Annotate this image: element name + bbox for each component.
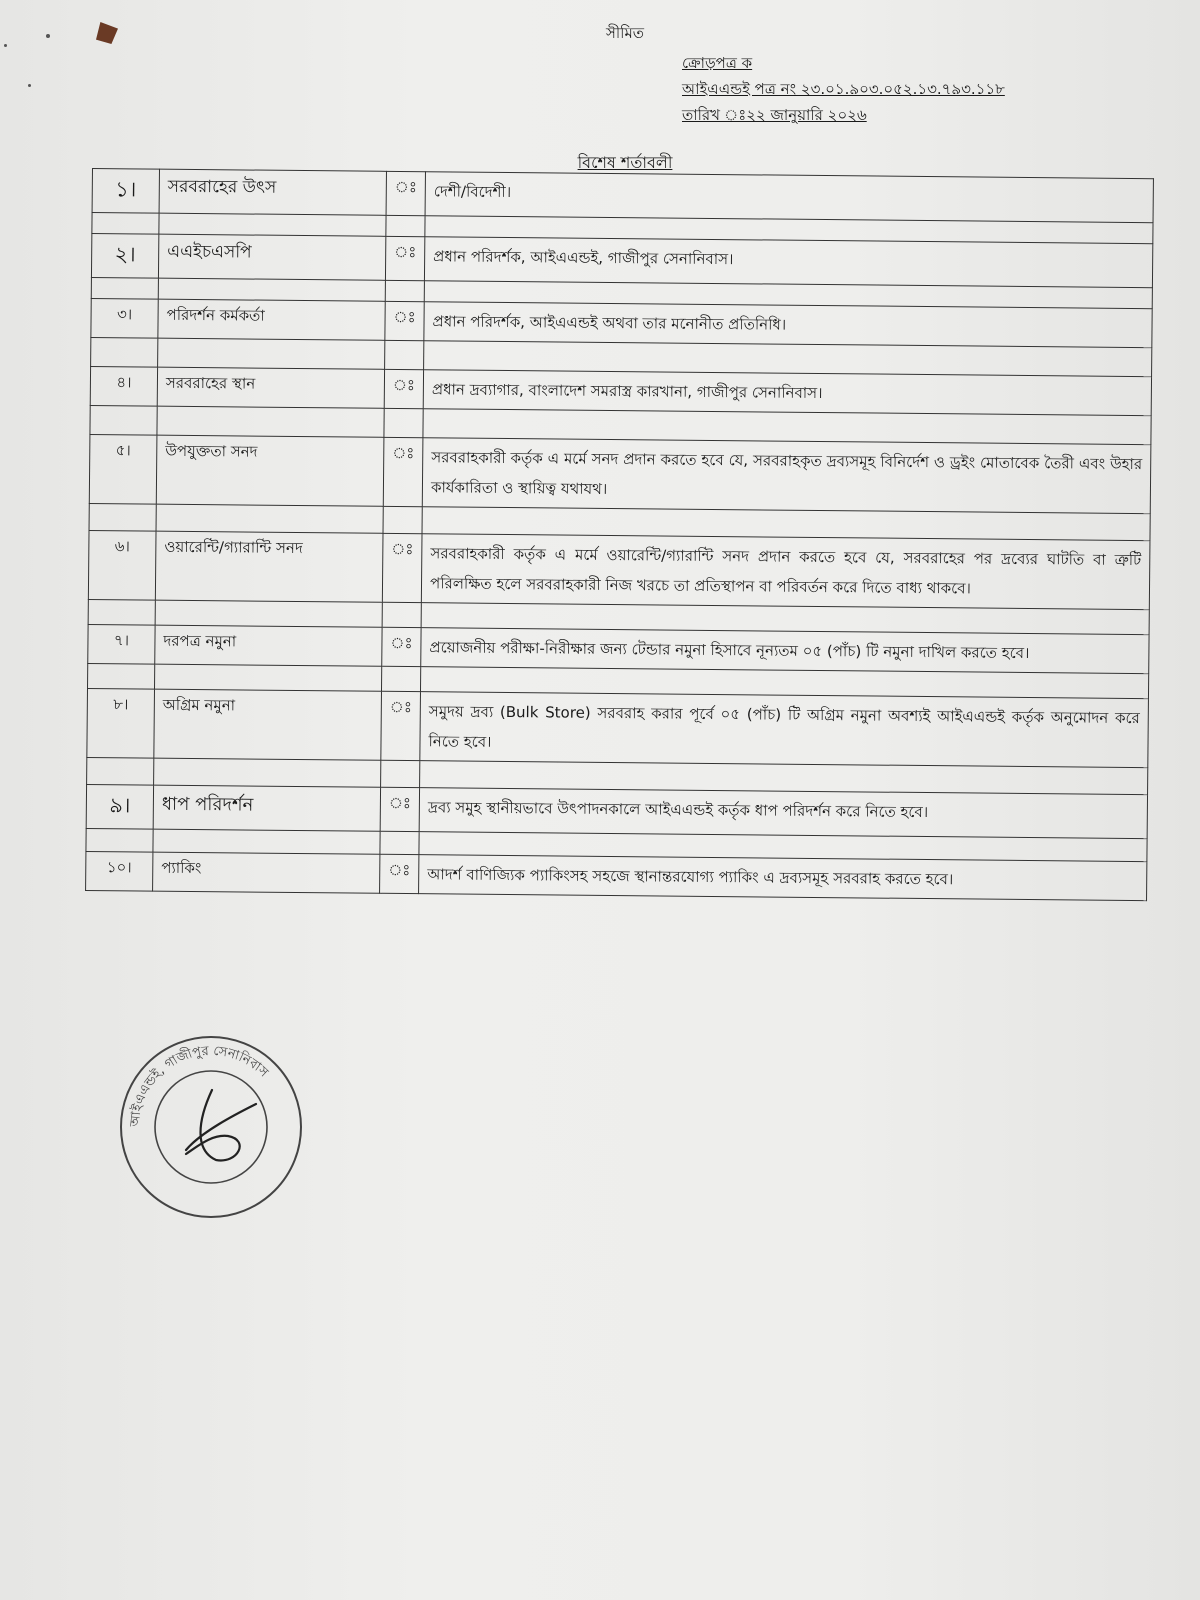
term-number: ৪। xyxy=(90,366,157,406)
term-label: ধাপ পরিদর্শন xyxy=(153,785,380,831)
term-number: ১। xyxy=(92,169,159,214)
special-terms-table xyxy=(85,168,1154,901)
term-number: ১০। xyxy=(86,851,153,891)
paper-mark xyxy=(28,84,31,87)
term-number: ৯। xyxy=(86,784,153,829)
term-number: ৩। xyxy=(91,298,158,338)
letter-date: তারিখ ঃ২২ জানুয়ারি ২০২৬ xyxy=(682,106,867,124)
term-colon: ঃ xyxy=(383,437,423,506)
term-colon: ঃ xyxy=(382,533,422,602)
table-row xyxy=(89,434,1151,513)
page-title: বিশেষ শর্তাবলী xyxy=(577,153,673,172)
term-label: সরবরাহের স্থান xyxy=(157,367,384,408)
term-colon: ঃ xyxy=(386,171,425,215)
letter-header xyxy=(682,50,1005,128)
term-content: প্রধান দ্রব্যাগার, বাংলাদেশ সমরাস্ত্র কারখানা, গাজীপুর সেনানিবাস। xyxy=(423,370,1151,416)
term-label: এএইচএসপি xyxy=(158,234,385,280)
term-number: ৫। xyxy=(89,434,157,504)
annex-label: ক্রোড়পত্র ক xyxy=(682,54,753,72)
term-label: অগ্রিম নমুনা xyxy=(154,689,382,760)
official-seal-stamp xyxy=(116,1032,306,1222)
letter-number: আইএএন্ডই পত্র নং ২৩.০১.৯০৩.০৫২.১৩.৭৯৩.১১৮ xyxy=(682,80,1005,98)
term-content: প্রয়োজনীয় পরীক্ষা-নিরীক্ষার জন্য টেন্ডার নমুনা হিসাবে নূন্যতম ০৫ (পাঁচ) টি নমুনা দাখিল করতে হবে। xyxy=(421,628,1149,674)
term-label: প্যাকিং xyxy=(153,852,380,893)
term-label: উপযুক্ততা সনদ xyxy=(156,435,384,506)
term-number: ৭। xyxy=(88,624,155,664)
term-label: ওয়ারেন্টি/গ্যারান্টি সনদ xyxy=(155,531,383,602)
signature-mark xyxy=(186,1090,256,1160)
term-label: দরপত্র নমুনা xyxy=(155,625,382,666)
term-colon: ঃ xyxy=(385,236,424,280)
term-number: ২। xyxy=(91,234,158,279)
term-number: ৮। xyxy=(87,688,155,758)
term-colon: ঃ xyxy=(380,787,419,831)
term-colon: ঃ xyxy=(385,301,424,340)
term-colon: ঃ xyxy=(380,854,419,893)
term-content: দেশী/বিদেশী। xyxy=(425,172,1153,223)
term-content: দ্রব্য সমুহ স্থানীয়ভাবে উৎপাদনকালে আইএএন্ডই কর্তৃক ধাপ পরিদর্শন করে নিতে হবে। xyxy=(419,788,1147,839)
term-content: সরবরাহকারী কর্তৃক এ মর্মে ওয়ারেন্টি/গ্যারান্টি সনদ প্রদান করতে হবে যে, সরবরাহের পর দ্রব্যের ঘাটতি বা ত্রুটি পরিলক্ষিত হলে সরবরাহকারী নিজ খরচে তা প্রতিস্থাপন বা পরিবর্তন করে দিতে বাধ্য থাকবে। xyxy=(421,534,1150,610)
term-colon: ঃ xyxy=(382,627,421,666)
term-content: আদর্শ বাণিজ্যিক প্যাকিংসহ সহজে স্থানান্তরযোগ্য প্যাকিং এ দ্রব্যসমূহ সরবরাহ করতে হবে। xyxy=(419,855,1147,901)
term-label: সরবরাহের উৎস xyxy=(159,169,386,215)
classification-label: সীমিত xyxy=(605,24,645,42)
table-row xyxy=(87,688,1149,767)
term-content: সরবরাহকারী কর্তৃক এ মর্মে সনদ প্রদান করতে হবে যে, সরবরাহকৃত দ্রব্যসমূহ বিনির্দেশ ও ড্রইং মোতাবেক তৈরী এবং উহার কার্যকারিতা ও স্থায়িত্ব যথাযথ। xyxy=(422,438,1151,514)
seal-text: আইএএন্ডই, গাজীপুর সেনানিবাস xyxy=(127,1043,271,1128)
term-content: প্রধান পরিদর্শক, আইএএন্ডই অথবা তার মনোনীত প্রতিনিধি। xyxy=(424,302,1152,348)
term-colon: ঃ xyxy=(384,369,423,408)
term-label: পরিদর্শন কর্মকর্তা xyxy=(158,299,385,340)
term-colon: ঃ xyxy=(381,691,421,760)
term-content: সমুদয় দ্রব্য (Bulk Store) সরবরাহ করার পূর্বে ০৫ (পাঁচ) টি অগ্রিম নমুনা অবশ্যই আইএএন্ডই কর্তৃক অনুমোদন করে নিতে হবে। xyxy=(420,692,1149,768)
term-content: প্রধান পরিদর্শক, আইএএন্ডই, গাজীপুর সেনানিবাস। xyxy=(424,237,1152,288)
table-row xyxy=(88,530,1150,609)
term-number: ৬। xyxy=(88,530,156,600)
